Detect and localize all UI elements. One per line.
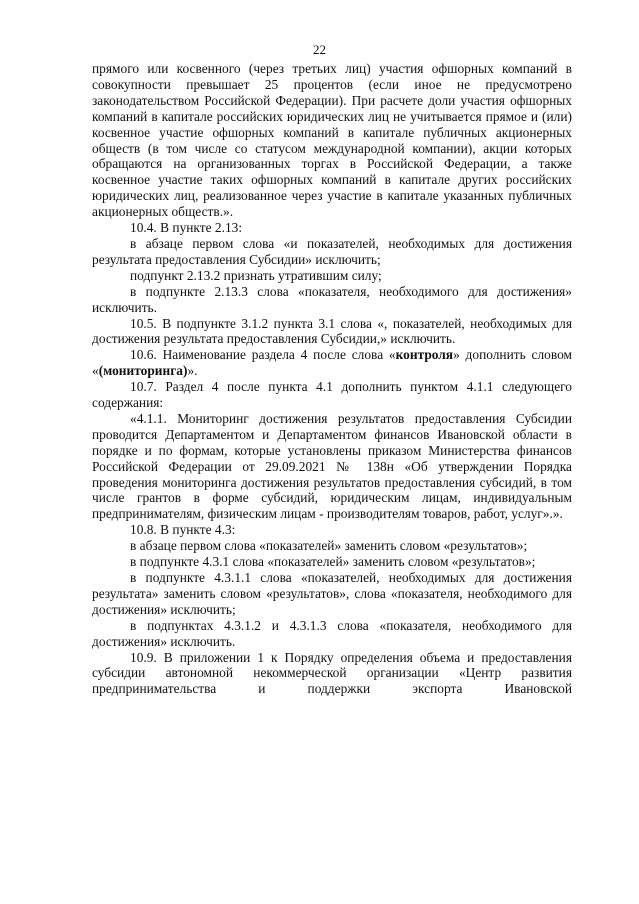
paragraph-10-6-start: 10.6. Наименование раздела 4 после слова « xyxy=(130,347,396,363)
document-body xyxy=(92,61,572,697)
paragraph-10-8-4-3-1: в подпункте 4.3.1 слова «показателей» заменить словом «результатов»; xyxy=(130,554,536,570)
paragraph-10-4-abzac: в абзаце первом слова «и показателей, необходимых для достижения результата предоставления Субсидии» исключить; xyxy=(92,235,572,267)
paragraph-10-5: 10.5. В подпункте 3.1.2 пункта 3.1 слова «, показателей, необходимых для достижения результата предоставления Субсидии,» исключить. xyxy=(92,315,572,347)
paragraph-10-8-4-3-1-1: в подпункте 4.3.1.1 слова «показателей, необходимых для достижения результата» заменить словом «результатов», слова «показателя, необходимого для достижения» исключить; xyxy=(92,570,572,617)
paragraph-4-1-1: «4.1.1. Мониторинг достижения результатов предоставления Субсидии проводится Департаментом и Департаментом финансов Ивановской области в порядке и по формам, которые установлены приказом Министерства финансов Российской Федерации от 29.09.2021 № 138н «Об утверждении Порядка проведения мониторинга достижения результатов предоставления субсидий, в том числе грантов в форме субсидий, юридическим лицам, индивидуальным предпринимателям, физическим лицам - производителям товаров, работ, услуг».». xyxy=(92,410,572,522)
paragraph-offshore-continuation: прямого или косвенного (через третьих лиц) участия офшорных компаний в совокупности превышает 25 процентов (если иное не предусмотрено законодательством Российской Федерации). При расчете доли участия офшорных компаний в капитале российских юридических лиц не учитывается прямое и (или) косвенное участие офшорных компаний в капитале публичных акционерных обществ (в том числе со статусом международной компании), акции которых обращаются на организованных торгах в Российской Федерации, а также косвенное участие таких офшорных компаний в капитале других российских юридических лиц, реализованное через участие в капитале указанных публичных акционерных обществ.». xyxy=(92,61,572,220)
paragraph-10-4-2-13-3: в подпункте 2.13.3 слова «показателя, необходимого для достижения» исключить. xyxy=(92,283,572,315)
paragraph-10-8-4-3-1-2: в подпунктах 4.3.1.2 и 4.3.1.3 слова «показателя, необходимого для достижения» исключить. xyxy=(92,617,572,649)
paragraph-10-7: 10.7. Раздел 4 после пункта 4.1 дополнить пунктом 4.1.1 следующего содержания: xyxy=(92,379,572,411)
paragraph-10-6-middle: » дополнить словом « xyxy=(92,347,572,379)
page-number: 22 xyxy=(313,42,326,57)
paragraph-10-8-abzac: в абзаце первом слова «показателей» заменить словом «результатов»; xyxy=(130,538,528,554)
bold-word-monitoringa: (мониторинга) xyxy=(98,363,188,379)
paragraph-10-8: 10.8. В пункте 4.3: xyxy=(130,522,236,538)
bold-word-kontrolya: контроля xyxy=(395,347,454,363)
paragraph-10-4: 10.4. В пункте 2.13: xyxy=(130,220,243,236)
paragraph-10-6-end: ». xyxy=(187,363,198,379)
paragraph-10-4-2-13-2: подпункт 2.13.2 признать утратившим силу; xyxy=(130,267,382,283)
paragraph-10-6 xyxy=(92,347,572,379)
paragraph-10-9: 10.9. В приложении 1 к Порядку определения объема и предоставления субсидии автономной некоммерческой организации «Центр развития предпринимательства и поддержки экспорта Ивановской xyxy=(92,649,572,697)
